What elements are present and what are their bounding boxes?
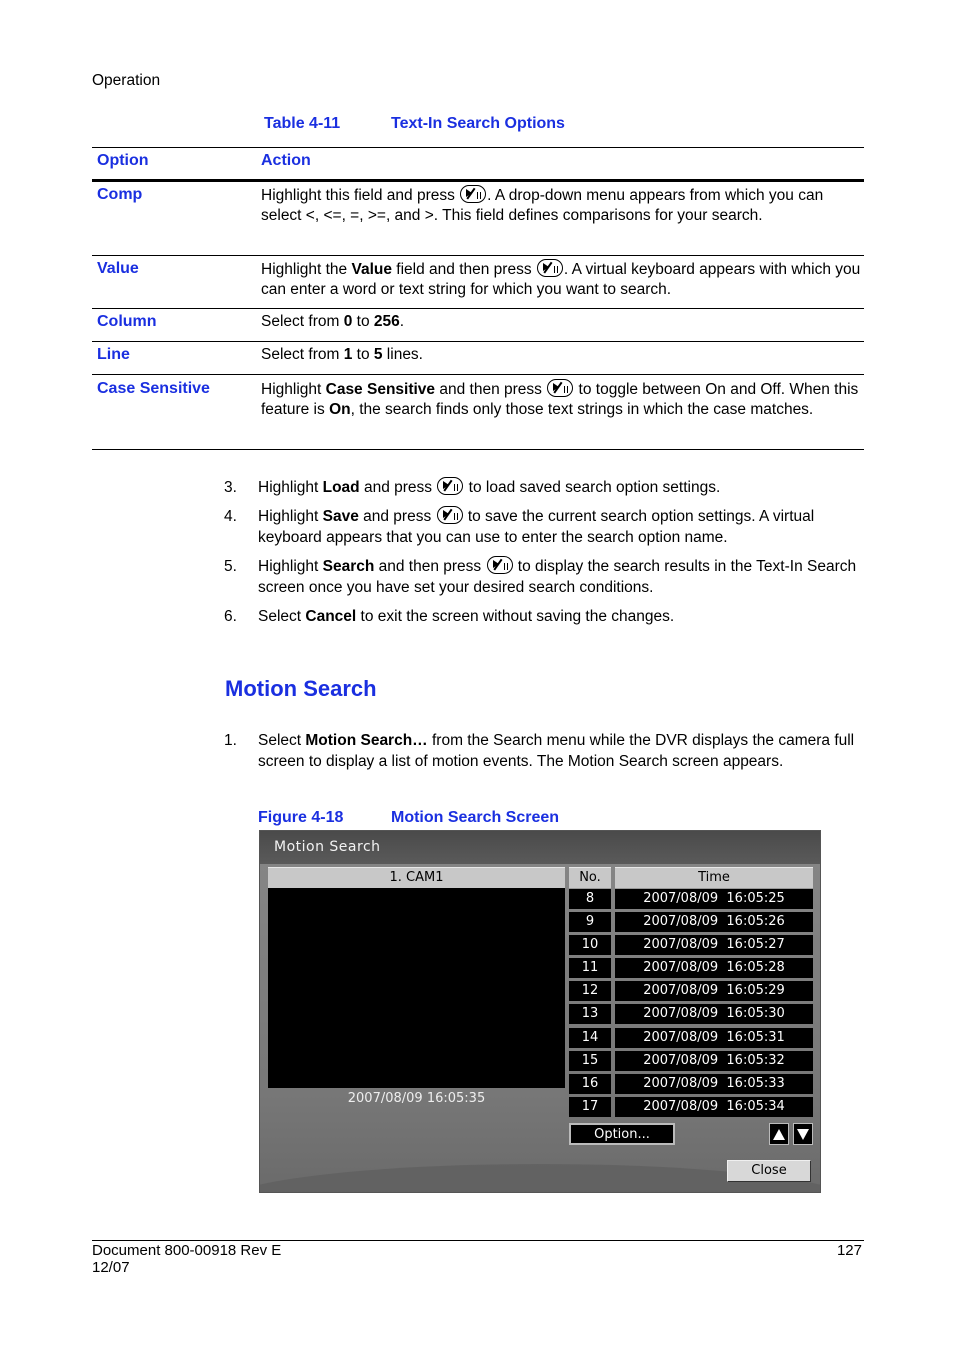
play-pause-button-icon xyxy=(437,506,463,524)
row-divider xyxy=(92,341,864,342)
arrow-down-icon[interactable] xyxy=(793,1123,813,1145)
close-button[interactable]: Close xyxy=(727,1160,811,1182)
action-column: Select from 0 to 256. xyxy=(261,313,405,330)
row-divider xyxy=(92,255,864,256)
action-line: Select from 1 to 5 lines. xyxy=(261,346,423,363)
play-pause-button-icon xyxy=(537,259,563,277)
event-row[interactable]: 12 2007/08/09 16:05:29 xyxy=(569,980,815,1003)
section-title: Motion Search xyxy=(225,676,377,701)
camera-timestamp: 2007/08/09 16:05:35 xyxy=(347,1091,486,1106)
window-body xyxy=(260,864,820,1193)
running-header: Operation xyxy=(92,72,161,89)
event-row[interactable]: 9 2007/08/09 16:05:26 xyxy=(569,911,815,934)
event-row[interactable]: 15 2007/08/09 16:05:32 xyxy=(569,1050,815,1073)
window-titlebar xyxy=(260,831,820,865)
event-row[interactable]: 14 2007/08/09 16:05:31 xyxy=(569,1027,815,1050)
event-row[interactable]: 16 2007/08/09 16:05:33 xyxy=(569,1073,815,1096)
event-row[interactable]: 11 2007/08/09 16:05:28 xyxy=(569,957,815,980)
play-pause-button-icon xyxy=(460,185,486,203)
option-comp: Comp xyxy=(97,186,143,203)
table-caption-title: Text-In Search Options xyxy=(391,115,565,132)
option-value: Value xyxy=(97,260,139,277)
event-row[interactable]: 10 2007/08/09 16:05:27 xyxy=(569,934,815,957)
table-header-action: Action xyxy=(261,152,311,169)
event-row[interactable]: 8 2007/08/09 16:05:25 xyxy=(569,888,815,911)
table-caption-number: Table 4-11 xyxy=(264,115,341,132)
option-line: Line xyxy=(97,346,130,363)
action-value: Highlight the Value field and then press . A virtual keyboard appears with which you can enter a word or text string for which you want to search. xyxy=(261,261,861,298)
play-pause-button-icon xyxy=(437,477,463,495)
camera-label: 1. CAM1 xyxy=(268,867,565,889)
table-header-option: Option xyxy=(97,152,149,169)
option-column: Column xyxy=(97,313,157,330)
option-case-sensitive: Case Sensitive xyxy=(97,380,210,397)
event-row[interactable]: 17 2007/08/09 16:05:34 xyxy=(569,1096,815,1119)
camera-preview xyxy=(268,888,565,1088)
footer-document: Document 800-00918 Rev E 12/07 xyxy=(92,1242,282,1276)
row-divider xyxy=(92,308,864,309)
figure-caption-title: Motion Search Screen xyxy=(391,809,560,826)
option-button[interactable]: Option... xyxy=(569,1123,675,1145)
event-list xyxy=(569,888,815,1119)
play-pause-button-icon xyxy=(547,379,573,397)
action-comp: Highlight this field and press . A drop-down menu appears from which you can select <, <=, =, >=, and >. This field defines comparisons for your search. xyxy=(261,187,824,224)
arrow-up-icon[interactable] xyxy=(769,1123,789,1145)
play-pause-button-icon xyxy=(487,556,513,574)
page-number: 127 xyxy=(836,1242,862,1259)
event-row[interactable]: 13 2007/08/09 16:05:30 xyxy=(569,1003,815,1026)
window-title: Motion Search xyxy=(274,839,381,855)
column-header-time: Time xyxy=(615,867,813,889)
table-top-rule xyxy=(92,147,864,148)
figure-caption-number: Figure 4-18 xyxy=(258,809,344,826)
table-bottom-rule xyxy=(92,449,864,450)
row-divider xyxy=(92,374,864,375)
column-header-no: No. xyxy=(569,867,611,889)
table-header-rule xyxy=(92,179,864,182)
action-case-sensitive: Highlight Case Sensitive and then press to toggle between On and Off. When this feature is On, the search finds only those text strings in which the case matches. xyxy=(261,381,859,418)
motion-search-window xyxy=(259,830,821,1193)
footer-rule xyxy=(92,1240,864,1241)
